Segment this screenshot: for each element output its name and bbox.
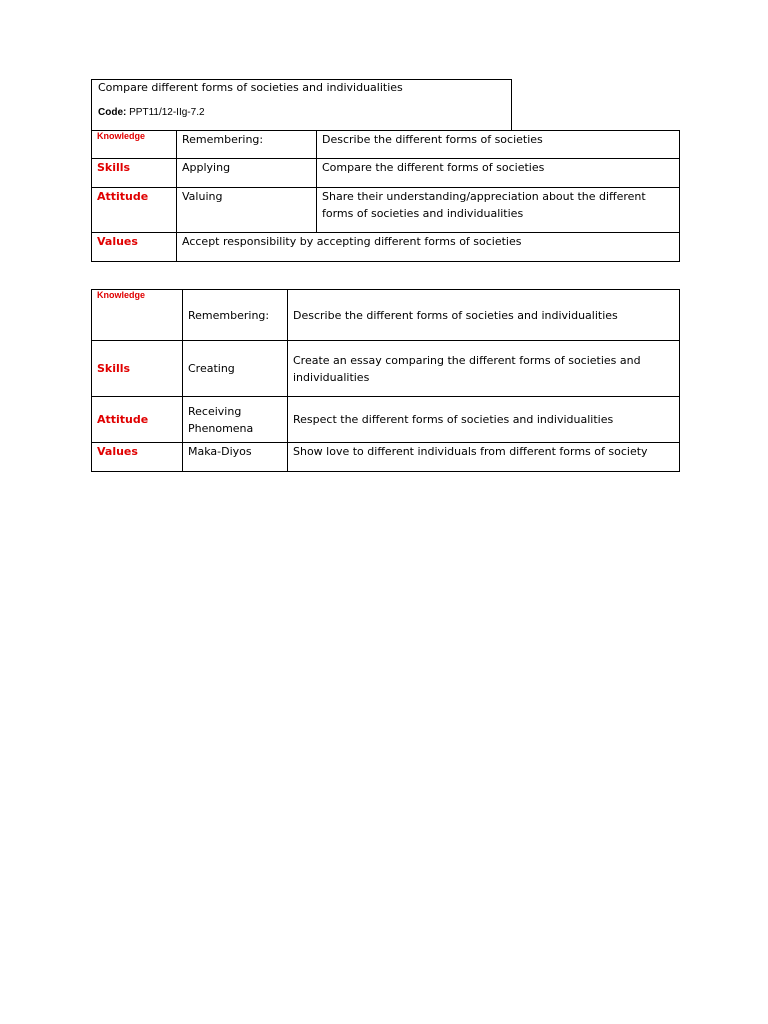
objective-description: Accept responsibility by accepting different forms of societies (177, 233, 680, 262)
objective-description: Share their understanding/appreciation about the different forms of societies and individualities (317, 188, 680, 233)
table-row (92, 131, 680, 159)
objective-description: Show love to different individuals from different forms of society (288, 443, 680, 472)
competency-title: Compare different forms of societies and individualities (98, 81, 403, 94)
table-row (92, 233, 680, 262)
category-knowledge: Knowledge (92, 290, 183, 341)
category-attitude: Attitude (92, 188, 177, 233)
objective-description: Respect the different forms of societies and individualities (288, 397, 680, 443)
table-row (92, 159, 680, 188)
domain-level: Remembering: (183, 290, 288, 341)
category-values: Values (92, 233, 177, 262)
code-value: PPT11/12-IIg-7.2 (129, 107, 205, 118)
category-values: Values (92, 443, 183, 472)
table-row (92, 290, 680, 341)
table-row (92, 443, 680, 472)
objective-description: Compare the different forms of societies (317, 159, 680, 188)
objective-description: Describe the different forms of societies and individualities (288, 290, 680, 341)
domain-level: Valuing (177, 188, 317, 233)
objectives-table-2 (91, 289, 680, 472)
domain-level: Receiving Phenomena (183, 397, 288, 443)
domain-level: Remembering: (177, 131, 317, 159)
code-label: Code: (98, 107, 127, 118)
category-skills: Skills (92, 341, 183, 397)
competency-code (98, 107, 205, 118)
objective-description: Create an essay comparing the different forms of societies and individualities (288, 341, 680, 397)
competency-header (91, 79, 512, 131)
category-attitude: Attitude (92, 397, 183, 443)
category-knowledge: Knowledge (92, 131, 177, 159)
domain-level: Maka-Diyos (183, 443, 288, 472)
objectives-table-1 (91, 130, 680, 262)
table-row (92, 341, 680, 397)
objective-description: Describe the different forms of societies (317, 131, 680, 159)
domain-level: Creating (183, 341, 288, 397)
category-skills: Skills (92, 159, 177, 188)
table-row (92, 188, 680, 233)
domain-level: Applying (177, 159, 317, 188)
table-row (92, 397, 680, 443)
